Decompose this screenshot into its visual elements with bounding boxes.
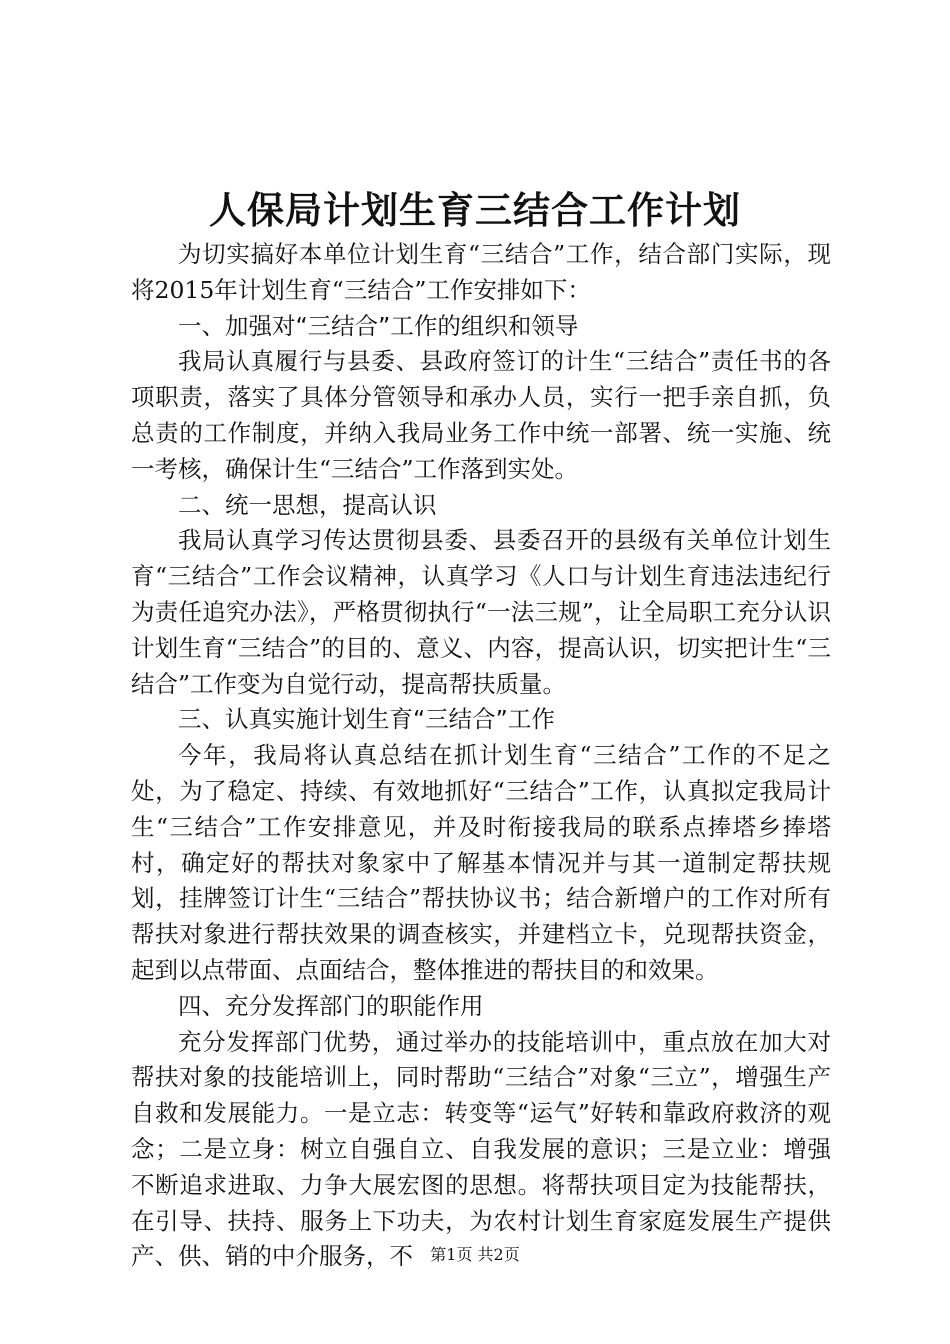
document-title: 人保局计划生育三结合工作计划	[209, 188, 741, 232]
section-heading-1: 一、加强对“三结合”工作的组织和领导	[178, 311, 579, 340]
page-footer: 第1页 共2页	[430, 1245, 520, 1264]
section-heading-2: 二、统一思想，提高认识	[178, 490, 437, 519]
section-heading-4: 四、充分发挥部门的职能作用	[178, 991, 484, 1020]
section-paragraph-3: 今年，我局将认真总结在抓计划生育“三结合”工作的不足之处，为了稳定、持续、有效地抓好“三结合”工作，认真拟定我局计生“三结合”工作安排意见，并及时衔接我局的联系点捧塔乡捧塔村，确定好的帮扶对象家中了解基本情况并与其一道制定帮扶规划，挂牌签订计生“三结合”帮扶协议书；结合新增户的工作对所有帮扶对象进行帮扶效果的调查核实，并建档立卡，兑现帮扶资金，起到以点带面、点面结合，整体推进的帮扶目的和效果。	[131, 741, 831, 984]
section-paragraph-4: 充分发挥部门优势，通过举办的技能培训中，重点放在加大对帮扶对象的技能培训上，同时帮助“三结合”对象“三立”，增强生产自救和发展能力。一是立志：转变等“运气”好转和靠政府救济的观念；二是立身：树立自强自立、自我发展的意识；三是立业：增强不断追求进取、力争大展宏图的思想。将帮扶项目定为技能帮扶，在引导、扶持、服务上下功夫，为农村计划生育家庭发展生产提供产、供、销的中介服务，不	[131, 1027, 831, 1271]
section-heading-3: 三、认真实施计划生育“三结合”工作	[178, 705, 555, 734]
section-paragraph-2: 我局认真学习传达贯彻县委、县委召开的县级有关单位计划生育“三结合”工作会议精神，认真学习《人口与计划生育违法违纪行为责任追究办法》，严格贯彻执行“一法三规”，让全局职工充分认识计划生育“三结合”的目的、意义、内容，提高认识，切实把计生“三结合”工作变为自觉行动，提高帮扶质量。	[131, 526, 831, 698]
section-paragraph-1: 我局认真履行与县委、县政府签订的计生“三结合”责任书的各项职责，落实了具体分管领导和承办人员，实行一把手亲自抓，负总责的工作制度，并纳入我局业务工作中统一部署、统一实施、统一考核，确保计生“三结合”工作落到实处。	[131, 347, 831, 483]
intro-paragraph: 为切实搞好本单位计划生育“三结合”工作，结合部门实际，现将2015年计划生育“三结合”工作安排如下：	[131, 240, 831, 304]
document-body	[131, 237, 831, 1275]
